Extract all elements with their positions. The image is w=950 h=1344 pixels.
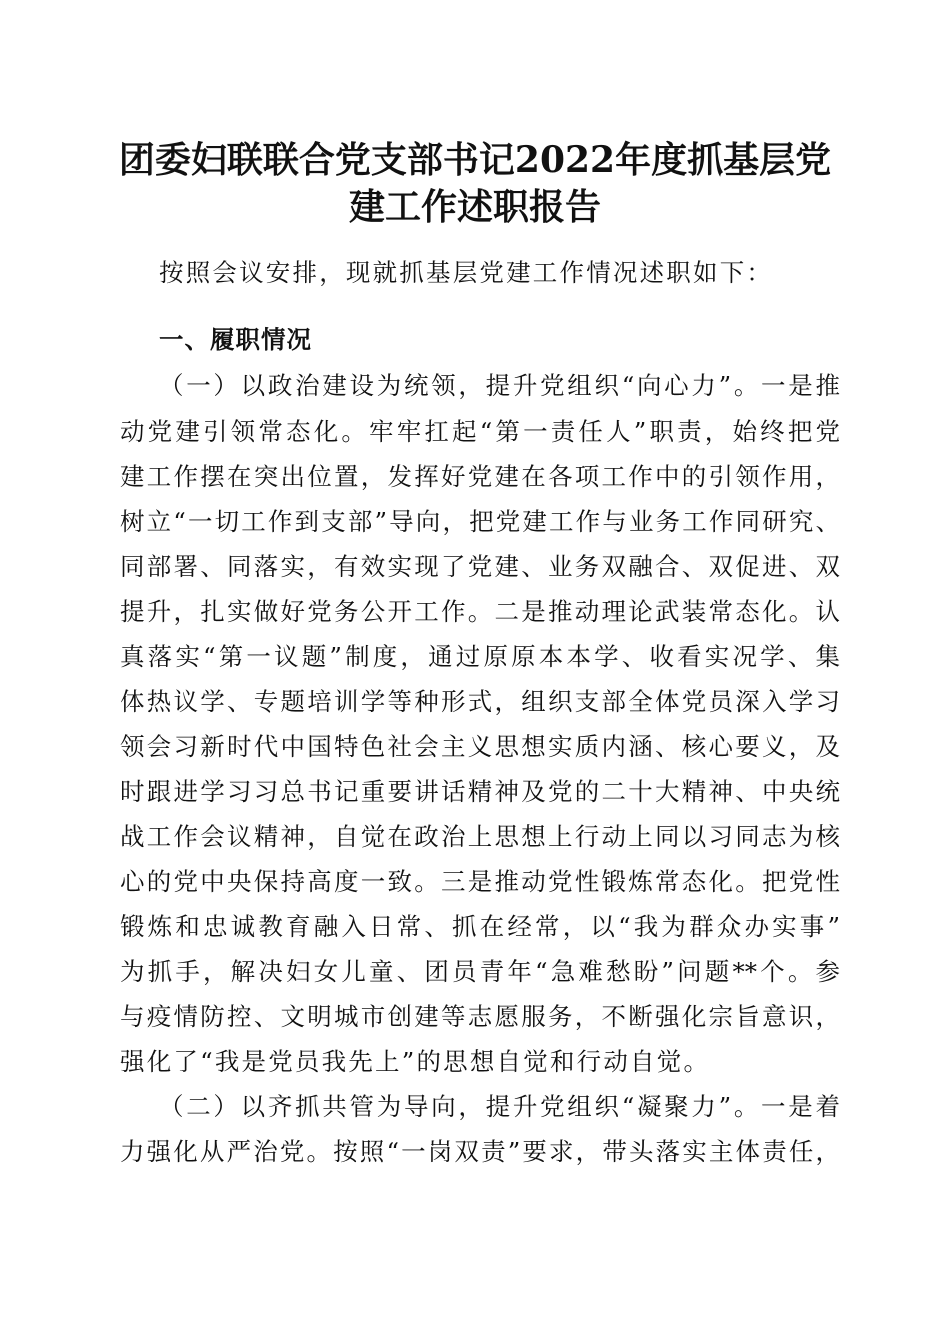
document-title-line-1: 团委妇联联合党支部书记2022年度抓基层党 (118, 139, 832, 181)
body-line: 同部署、同落实，有效实现了党建、业务双融合、双促进、双 (120, 552, 840, 581)
body-line: 与疫情防控、文明城市创建等志愿服务，不断强化宗旨意识， (120, 1002, 840, 1031)
body-line: 树立“一切工作到支部”导向，把党建工作与业务工作同研究、 (120, 507, 840, 536)
body-line: 建工作摆在突出位置，发挥好党建在各项工作中的引领作用， (120, 462, 840, 491)
body-line: 真落实“第一议题”制度，通过原原本本学、收看实况学、集 (120, 642, 840, 671)
document-title-line-2: 建工作述职报告 (348, 186, 601, 228)
body-line: 动党建引领常态化。牢牢扛起“第一责任人”职责，始终把党 (120, 417, 840, 446)
body-line: 战工作会议精神，自觉在政治上思想上行动上同以习同志为核 (120, 822, 840, 851)
body-line: （二）以齐抓共管为导向，提升党组织“凝聚力”。一是着 (159, 1092, 840, 1121)
body-line: 强化了“我是党员我先上”的思想自觉和行动自觉。 (120, 1047, 711, 1076)
body-line: （一）以政治建设为统领，提升党组织“向心力”。一是推 (159, 371, 840, 400)
body-line: 为抓手，解决妇女儿童、团员青年“急难愁盼”问题**个。参 (120, 957, 840, 986)
intro-paragraph: 按照会议安排，现就抓基层党建工作情况述职如下： (159, 258, 774, 287)
section-heading: 一、履职情况 (159, 325, 312, 354)
body-line: 提升，扎实做好党务公开工作。二是推动理论武装常态化。认 (120, 597, 840, 626)
body-line: 时跟进学习习总书记重要讲话精神及党的二十大精神、中央统 (120, 777, 840, 806)
body-line: 心的党中央保持高度一致。三是推动党性锻炼常态化。把党性 (120, 867, 840, 896)
body-line: 领会习新时代中国特色社会主义思想实质内涵、核心要义，及 (120, 732, 840, 761)
body-line: 力强化从严治党。按照“一岗双责”要求，带头落实主体责任， (120, 1137, 840, 1166)
body-line: 体热议学、专题培训学等种形式，组织支部全体党员深入学习 (120, 687, 840, 716)
body-line: 锻炼和忠诚教育融入日常、抓在经常，以“我为群众办实事” (120, 912, 840, 941)
